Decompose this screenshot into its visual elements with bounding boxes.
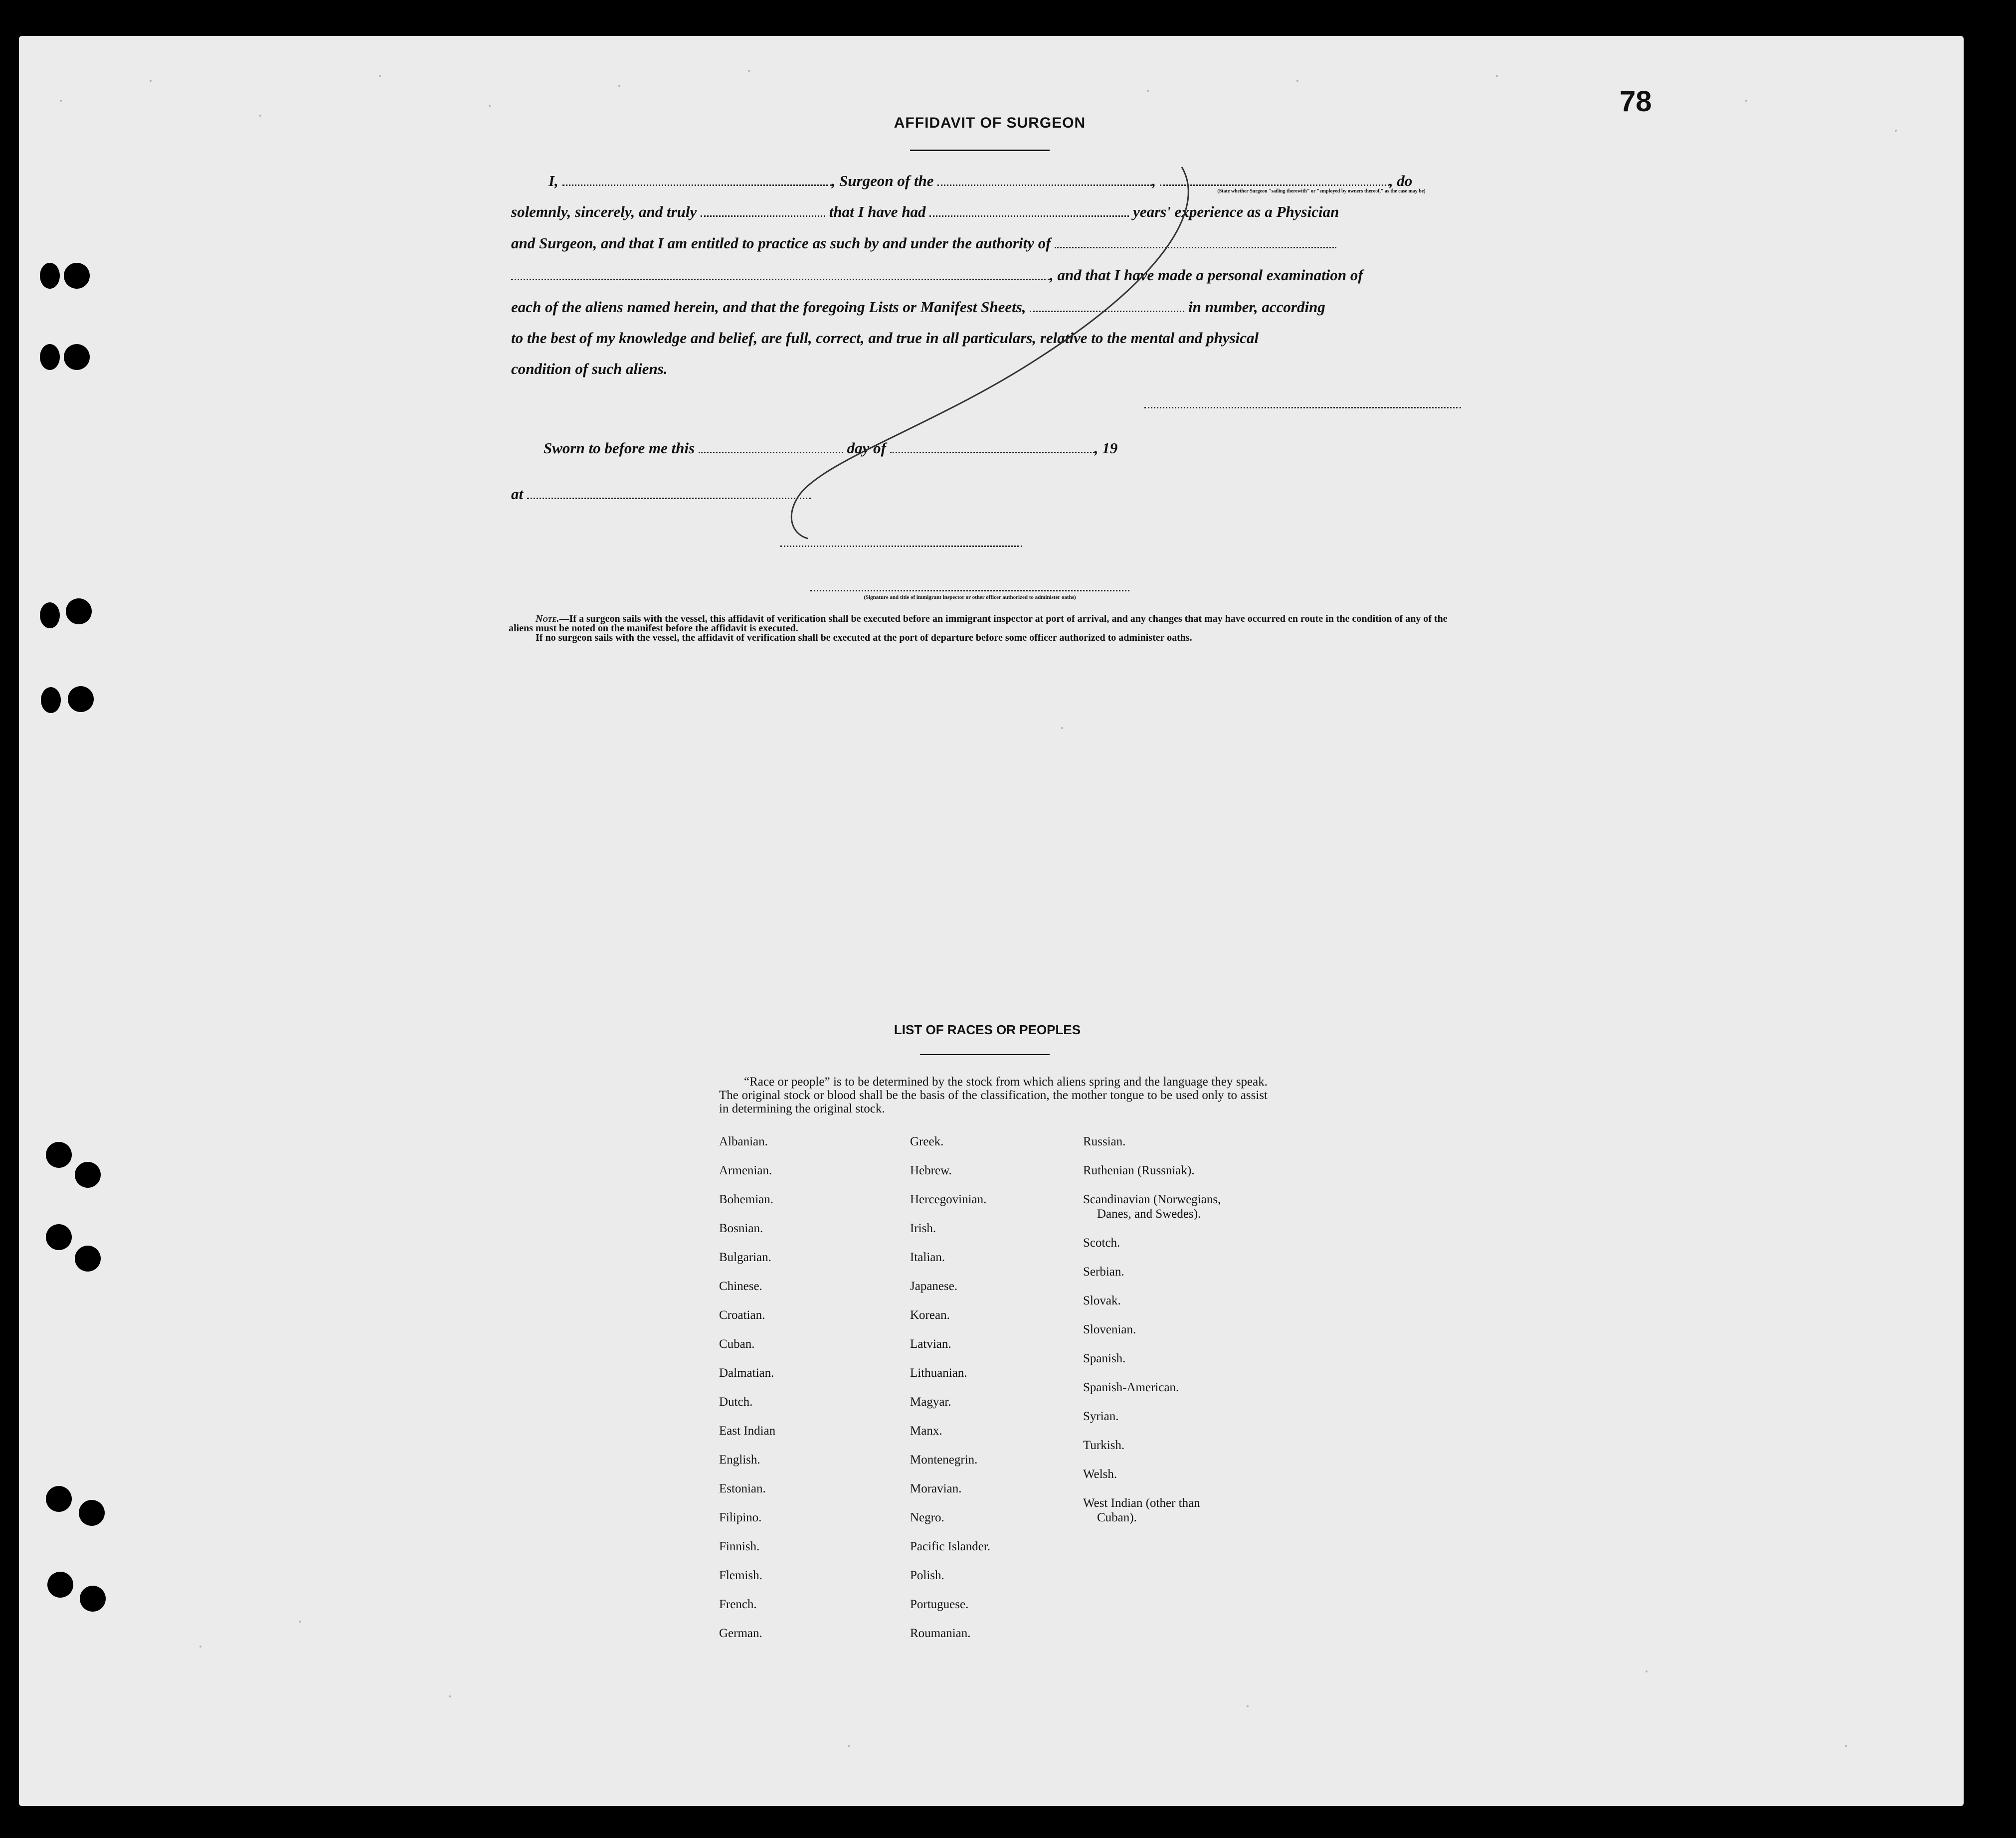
race-item: Hercegovinian. (910, 1193, 987, 1206)
race-item: Armenian. (719, 1164, 772, 1177)
race-item: French. (719, 1598, 757, 1611)
races-column-2 (910, 1135, 990, 1655)
race-item: Flemish. (719, 1569, 762, 1582)
note-text-1: —If a surgeon sails with the vessel, this affidavit of verification shall be executed before an immigrant inspector at port of arrival, and any changes that may have occurred en route in the condition of any of the aliens must be noted on the manifest before the affidavit is executed. (509, 613, 1448, 634)
race-item: Spanish. (1083, 1352, 1126, 1365)
race-item: East Indian (719, 1424, 776, 1438)
affidavit-line-6: to the best of my knowledge and belief, are full, correct, and true in all particulars, relative to the mental and physical (511, 329, 1259, 347)
race-item: Slovenian. (1083, 1323, 1136, 1336)
at-line: at (511, 485, 1464, 503)
affidavit-line-5: each of the aliens named herein, and that the foregoing Lists or Manifest Sheets, in number, according (511, 298, 1325, 316)
race-item: Chinese. (719, 1280, 762, 1293)
races-column-1 (719, 1135, 775, 1655)
note-text-2: If no surgeon sails with the vessel, the affidavit of verification shall be executed at the port of departure before some officer authorized to administer oaths. (536, 632, 1192, 643)
race-item: Italian. (910, 1251, 945, 1264)
races-title-underline (920, 1054, 1050, 1055)
race-item: Dutch. (719, 1395, 753, 1409)
race-item: Serbian. (1083, 1265, 1124, 1279)
races-column-3 (1083, 1135, 1221, 1540)
race-item: Hebrew. (910, 1164, 952, 1177)
affidavit-line-2: solemnly, sincerely, and truly that I have had years' experience as a Physician (511, 203, 1339, 220)
race-item: Scandinavian (Norwegians, (1083, 1193, 1221, 1206)
race-item: Turkish. (1083, 1439, 1125, 1452)
affidavit-line-7: condition of such aliens. (511, 360, 668, 377)
race-item: German. (719, 1627, 762, 1640)
races-title: LIST OF RACES OR PEOPLES (894, 1022, 1081, 1037)
affidavit-line-1: I, , Surgeon of the , , do (549, 172, 1413, 189)
note-lead: Note. (536, 613, 559, 624)
signature-caption: (Signature and title of immigrant inspector or other officer authorized to administer oaths) (864, 594, 1076, 600)
race-item: Bohemian. (719, 1193, 774, 1206)
race-item: Slovak. (1083, 1294, 1121, 1307)
race-item: Welsh. (1083, 1468, 1117, 1481)
race-item: Finnish. (719, 1540, 760, 1553)
surgeon-status-note: (State whether Surgeon "sailing therewith" or "employed by owners thereof," as the case may be) (1217, 188, 1426, 194)
race-item: Cuban. (719, 1337, 755, 1351)
race-item: Polish. (910, 1569, 944, 1582)
race-item: Irish. (910, 1222, 936, 1235)
race-item: Lithuanian. (910, 1366, 967, 1380)
sworn-line: Sworn to before me this day of , 19 (544, 439, 1118, 457)
race-item: West Indian (other than (1083, 1496, 1200, 1510)
affidavit-title: AFFIDAVIT OF SURGEON (894, 115, 1086, 131)
race-item: Syrian. (1083, 1410, 1119, 1423)
race-item-continued: Danes, and Swedes). (1097, 1207, 1201, 1221)
race-item: Russian. (1083, 1135, 1126, 1148)
race-item: Greek. (910, 1135, 944, 1148)
race-item: Bulgarian. (719, 1251, 771, 1264)
race-item: Albanian. (719, 1135, 768, 1148)
race-item: Korean. (910, 1308, 950, 1322)
race-item: Japanese. (910, 1280, 958, 1293)
race-item: Ruthenian (Russniak). (1083, 1164, 1195, 1177)
race-item: Scotch. (1083, 1236, 1120, 1250)
race-item: Montenegrin. (910, 1453, 978, 1467)
page-number: 78 (1620, 85, 1652, 118)
race-item: Manx. (910, 1424, 942, 1438)
race-item: Filipino. (719, 1511, 762, 1524)
race-item: Negro. (910, 1511, 944, 1524)
race-item-continued: Cuban). (1097, 1511, 1137, 1524)
race-item: Croatian. (719, 1308, 765, 1322)
race-item: Estonian. (719, 1482, 766, 1495)
races-intro: “Race or people” is to be determined by the stock from which aliens spring and the language they speak. The original stock or blood shall be the basis of the classification, the mother tongue to be used only to assist in determining the original stock. (719, 1075, 1268, 1115)
race-item: Magyar. (910, 1395, 951, 1409)
race-item: Spanish-American. (1083, 1381, 1179, 1394)
race-item: Bosnian. (719, 1222, 763, 1235)
race-item: Dalmatian. (719, 1366, 774, 1380)
race-item: Latvian. (910, 1337, 951, 1351)
race-item: Portuguese. (910, 1598, 969, 1611)
race-item: English. (719, 1453, 760, 1467)
race-item: Roumanian. (910, 1627, 971, 1640)
race-item: Pacific Islander. (910, 1540, 991, 1553)
race-item: Moravian. (910, 1482, 962, 1495)
affidavit-line-4: , and that I have made a personal examination of (511, 266, 1464, 284)
affidavit-line-3: and Surgeon, and that I am entitled to practice as such by and under the authority of (511, 234, 1464, 252)
